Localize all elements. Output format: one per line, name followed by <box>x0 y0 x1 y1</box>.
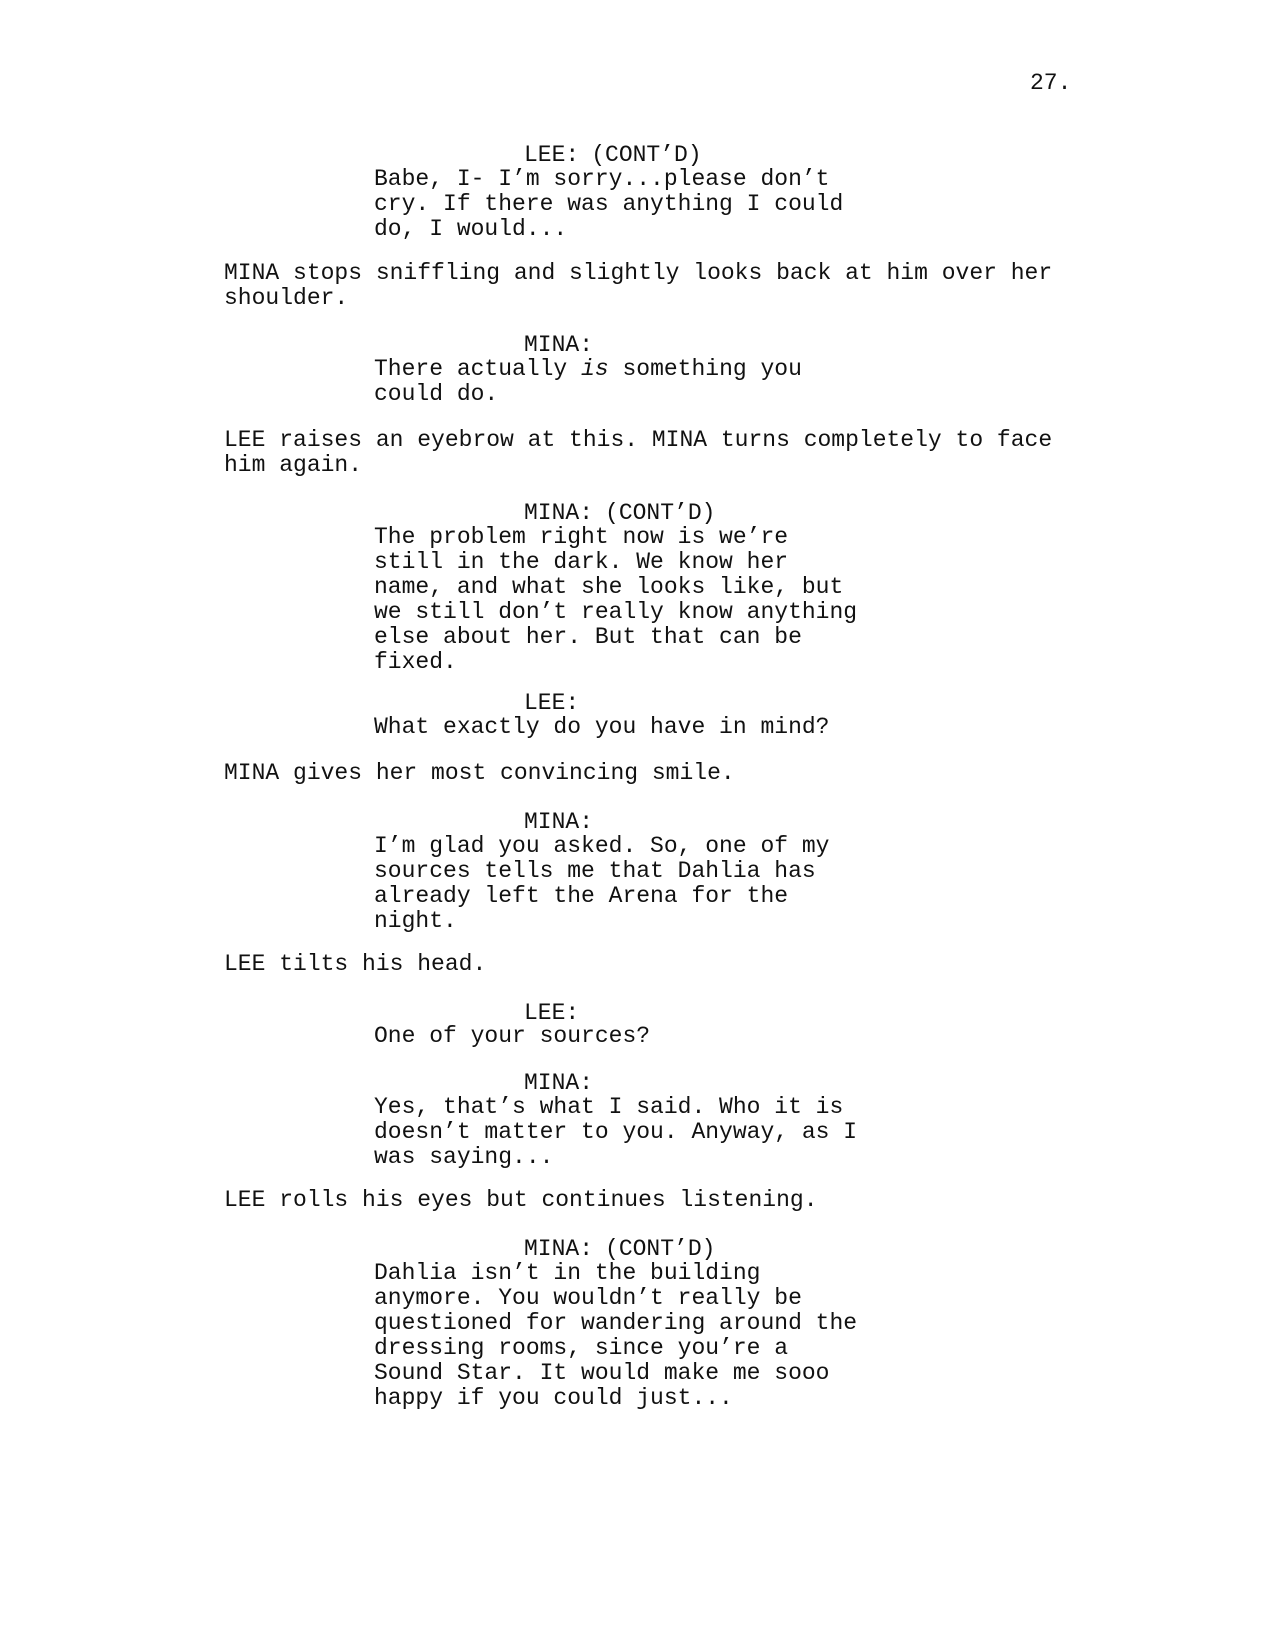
dialogue-text: something you could do. <box>374 356 802 407</box>
character-name: LEE: <box>524 142 580 168</box>
character-name: LEE: <box>524 1000 580 1026</box>
character-cue-mina <box>524 501 715 526</box>
dialogue-block: What exactly do you have in mind? <box>374 714 830 740</box>
action-line: LEE rolls his eyes but continues listening. <box>224 1187 818 1213</box>
character-cue-mina <box>524 1237 715 1262</box>
character-cue-mina <box>524 810 593 835</box>
character-extension: (CONT’D) <box>591 142 702 168</box>
character-extension: (CONT’D) <box>605 1236 716 1262</box>
dialogue-text: There actually <box>374 356 582 382</box>
dialogue-block <box>374 357 802 407</box>
dialogue-block: I’m glad you asked. So, one of my sources tells me that Dahlia has already left the Arena for the night. <box>374 833 830 934</box>
page-number: 27. <box>1030 70 1072 96</box>
character-name: LEE: <box>524 690 580 716</box>
character-cue-mina <box>524 333 593 358</box>
character-cue-mina <box>524 1071 593 1096</box>
action-line: MINA stops sniffling and slightly looks back at him over her shoulder. <box>224 260 1053 311</box>
character-name: MINA: <box>524 332 594 358</box>
action-line: MINA gives her most convincing smile. <box>224 760 735 786</box>
character-cue-lee <box>524 143 702 168</box>
dialogue-block: Yes, that’s what I said. Who it is doesn’t matter to you. Anyway, as I was saying... <box>374 1094 858 1170</box>
character-name: MINA: <box>524 1070 594 1096</box>
character-cue-lee <box>524 691 579 716</box>
action-line: LEE raises an eyebrow at this. MINA turns completely to face him again. <box>224 427 1053 478</box>
character-name: MINA: <box>524 1236 594 1262</box>
dialogue-block: Dahlia isn’t in the building anymore. You wouldn’t really be questioned for wandering around the dressing rooms, since you’re a Sound Star. It would make me sooo happy if you could just... <box>374 1260 858 1411</box>
action-line: LEE tilts his head. <box>224 951 487 977</box>
character-extension: (CONT’D) <box>605 500 716 526</box>
dialogue-block: The problem right now is we’re still in the dark. We know her name, and what she looks like, but we still don’t really know anything else about her. But that can be fixed. <box>374 524 858 675</box>
dialogue-emphasis: is <box>581 356 609 382</box>
dialogue-block: Babe, I- I’m sorry...please don’t cry. If there was anything I could do, I would... <box>374 166 844 242</box>
character-name: MINA: <box>524 809 594 835</box>
dialogue-block: One of your sources? <box>374 1023 651 1049</box>
character-name: MINA: <box>524 500 594 526</box>
